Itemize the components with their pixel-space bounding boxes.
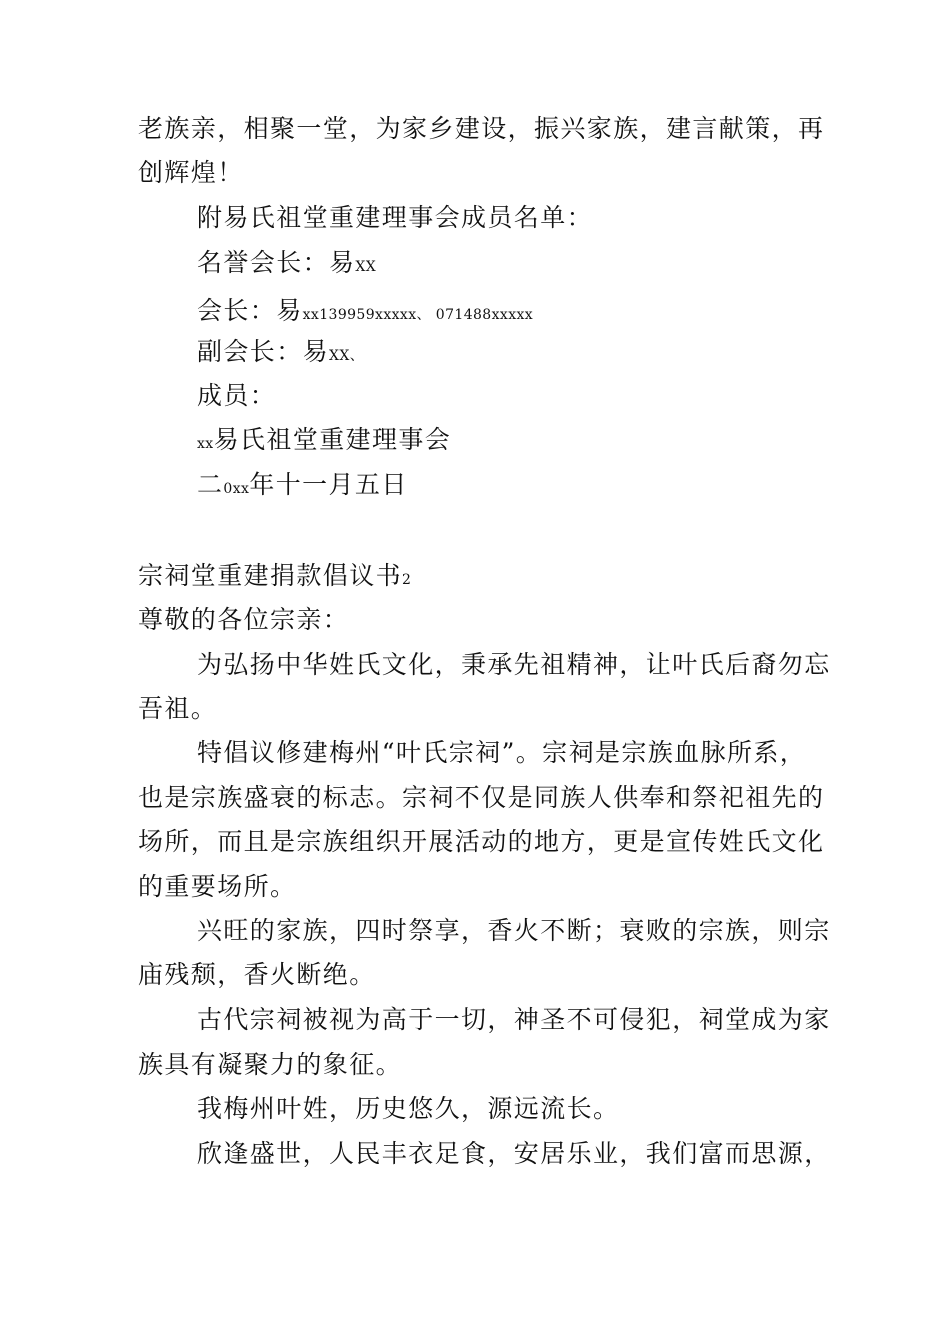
president-label: 会长：易: [197, 296, 303, 325]
paragraph-6-line-1: 欣逢盛世，人民丰衣足食，安居乐业，我们富而思源，: [197, 1139, 831, 1168]
honorary-president-line: [197, 248, 376, 282]
document-title-text: 宗祠堂重建捐款倡议书: [138, 561, 403, 590]
closing-line-1: 老族亲，相聚一堂，为家乡建设，振兴家族，建言献策，再: [138, 114, 825, 143]
paragraph-2-line-2: 也是宗族盛衰的标志。宗祠不仅是同族人供奉和祭祀祖先的: [138, 783, 825, 812]
document-title: [138, 561, 411, 595]
honorary-president-name: XX: [355, 259, 377, 275]
paragraph-2-line-3: 场所，而且是宗族组织开展活动的地方，更是宣传姓氏文化: [138, 827, 825, 856]
vice-president-label: 副会长：易: [197, 337, 330, 366]
signature-date: [197, 470, 408, 504]
paragraph-1-line-2: 吾祖。: [138, 694, 218, 723]
paragraph-4-line-1: 古代宗祠被视为高于一切，神圣不可侵犯，祠堂成为家: [197, 1005, 831, 1034]
organization-name: 易氏祖堂重建理事会: [213, 425, 452, 454]
member-list-heading: 附易氏祖堂重建理事会成员名单：: [197, 203, 594, 232]
salutation: 尊敬的各位宗亲：: [138, 605, 350, 634]
date-part-3: 年十一月五日: [249, 470, 408, 499]
paragraph-1-line-1: 为弘扬中华姓氏文化，秉承先祖精神，让叶氏后裔勿忘: [197, 650, 831, 679]
organization-prefix: xx: [197, 436, 214, 452]
honorary-president-label: 名誉会长：易: [197, 248, 356, 277]
paragraph-3-line-2: 庙残颓，香火断绝。: [138, 960, 376, 989]
paragraph-2-line-1: 特倡议修建梅州“叶氏宗祠”。宗祠是宗族血脉所系，: [197, 738, 807, 767]
paragraph-4-line-2: 族具有凝聚力的象征。: [138, 1050, 403, 1079]
paragraph-5-line-1: 我梅州叶姓，历史悠久，源远流长。: [197, 1094, 620, 1123]
paragraph-2-line-4: 的重要场所。: [138, 872, 297, 901]
president-contact: xx139959xxxxx、 071488xxxxx: [302, 307, 534, 323]
president-line: [197, 296, 533, 330]
document-title-number: 2: [402, 572, 412, 588]
date-part-1: 二: [197, 470, 224, 499]
paragraph-3-line-1: 兴旺的家族，四时祭享，香火不断；衰败的宗族，则宗: [197, 916, 831, 945]
date-part-2: 0xx: [223, 481, 250, 497]
closing-line-2: 创辉煌！: [138, 158, 244, 187]
members-label: 成员：: [197, 381, 277, 410]
vice-president-line: [197, 337, 364, 371]
vice-president-name: XX、: [329, 348, 365, 364]
organization-signature: [197, 425, 451, 459]
